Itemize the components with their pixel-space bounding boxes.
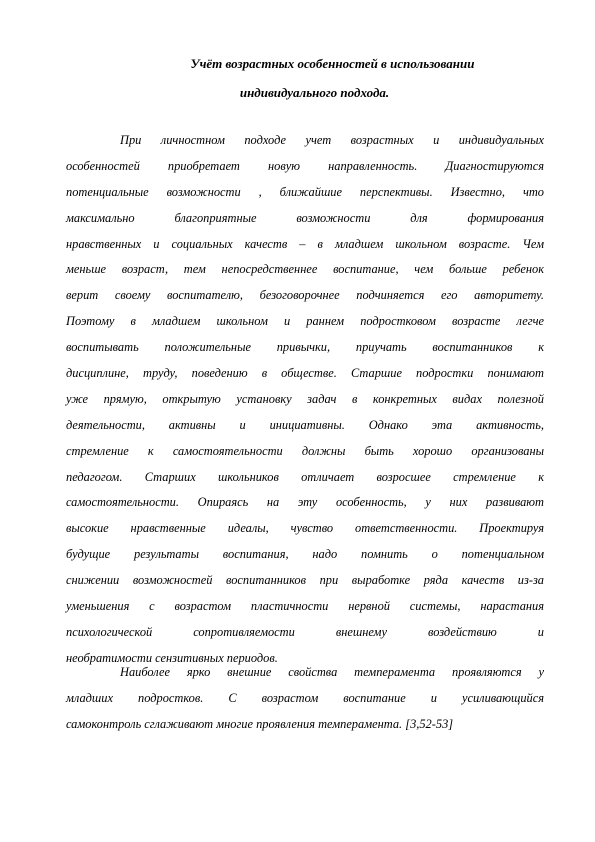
paragraph-line: максимально благоприятные возможности для формирования (66, 210, 544, 225)
paragraph-1 (66, 128, 544, 672)
paragraph-line: самостоятельности. Опираясь на эту особенность, у них развивают (66, 495, 544, 510)
paragraph-line: верит своему воспитателю, безоговорочнее подчиняется его авторитету. (66, 288, 544, 303)
document-title-line-2: индивидуального подхода. (239, 85, 390, 100)
paragraph-line: особенностей приобретает новую направленность. Диагностируются (66, 158, 544, 173)
paragraph-line: нравственных и социальных качеств – в младшем школьном возрасте. Чем (66, 236, 544, 251)
paragraph-line: снижении возможностей воспитанников при выработке ряда качеств из-за (66, 573, 544, 588)
paragraph-line: деятельности, активны и инициативны. Однако эта активность, (66, 417, 544, 432)
paragraph-line: психологической сопротивляемости внешнему воздействию и (66, 624, 544, 639)
paragraph-line: уменьшения с возрастом пластичности нервной системы, нарастания (66, 599, 544, 614)
paragraph-line: стремление к самостоятельности должны быть хорошо организованы (66, 443, 544, 458)
paragraph-line: Поэтому в младшем школьном и раннем подростковом возрасте легче (66, 314, 544, 329)
paragraph-line: самоконтроль сглаживают многие проявления темперамента. [3,52-53] (66, 716, 454, 731)
document-title-line-1: Учёт возрастных особенностей в использовании (190, 56, 475, 71)
paragraph-line: педагогом. Старших школьников отличает возросшее стремление к (66, 469, 544, 484)
paragraph-line: уже прямую, открытую установку задач в конкретных видах полезной (66, 391, 544, 406)
paragraph-line: будущие результаты воспитания, надо помнить о потенциальном (66, 547, 544, 562)
paragraph-line: потенциальные возможности , ближайшие перспективы. Известно, что (66, 184, 544, 199)
paragraph-line: младших подростков. С возрастом воспитание и усиливающийся (66, 690, 544, 705)
paragraph-line: дисциплине, труду, поведению в обществе. Старшие подростки понимают (66, 366, 544, 381)
paragraph-2 (66, 660, 544, 738)
paragraph-line: необратимости сензитивных периодов. (66, 650, 278, 665)
paragraph-line: При личностном подходе учет возрастных и индивидуальных (120, 133, 544, 147)
paragraph-line: высокие нравственные идеалы, чувство ответственности. Проектируя (66, 521, 544, 536)
paragraph-line: воспитывать положительные привычки, приучать воспитанников к (66, 340, 544, 355)
paragraph-line: Наиболее ярко внешние свойства темперамента проявляются у (120, 665, 544, 679)
paragraph-line: меньше возраст, тем непосредственнее воспитание, чем больше ребенок (66, 262, 544, 277)
